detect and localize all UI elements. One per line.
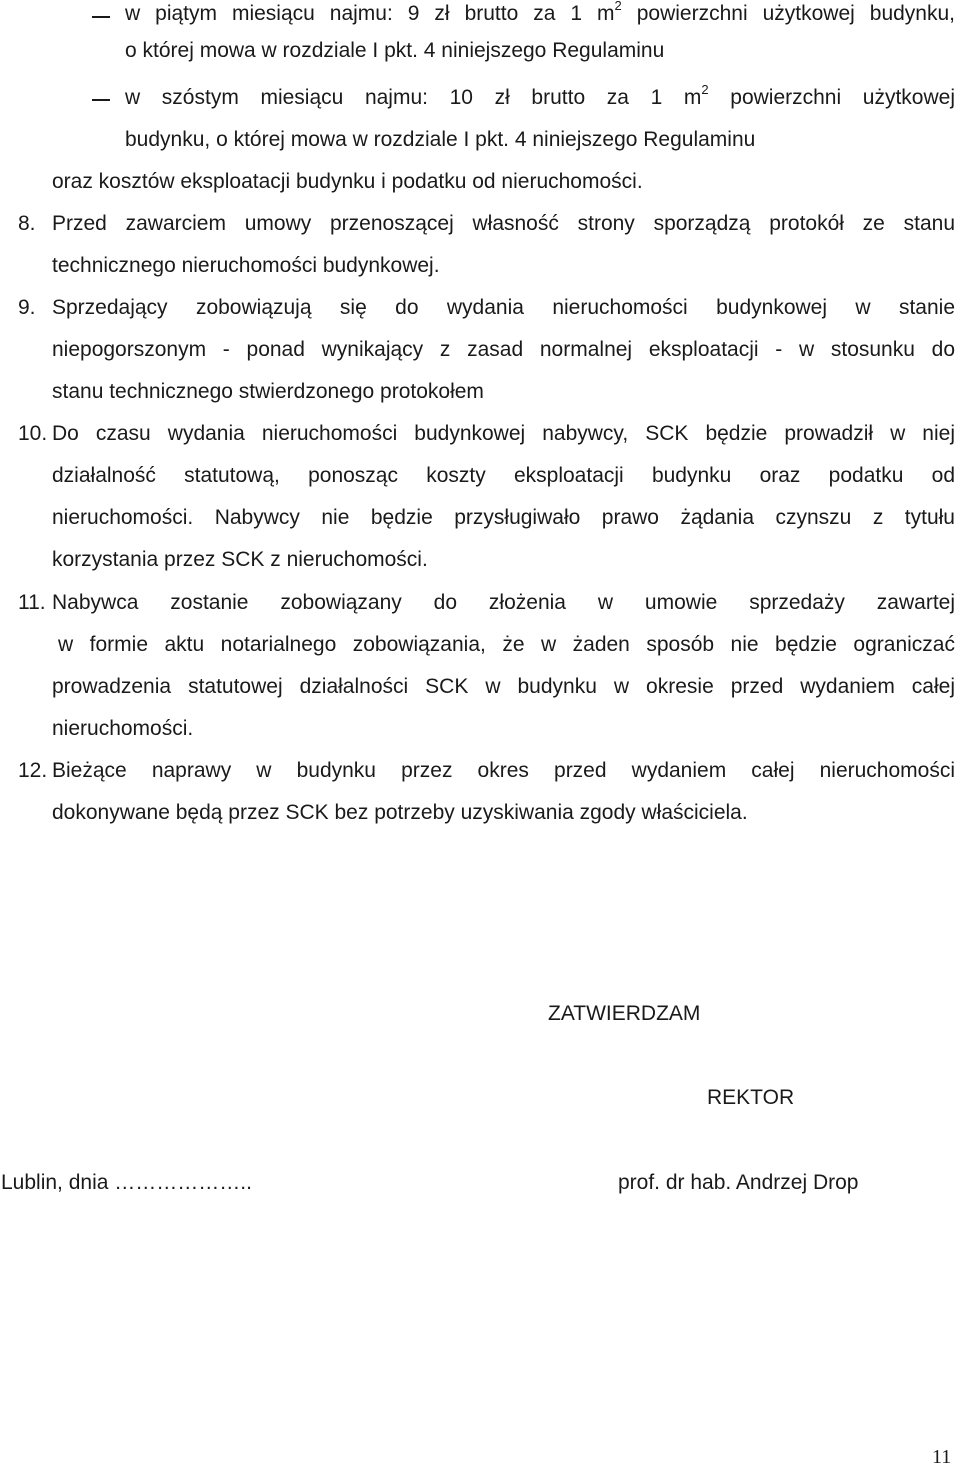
page-number: 11 [932, 1446, 952, 1468]
item-11-line-1: Nabywca zostanie zobowiązany do złożenia w umowie sprzedaży zawartej [52, 591, 955, 614]
item-number-9: 9. [18, 296, 36, 319]
bullet-2-line-2: budynku, o której mowa w rozdziale I pkt. 4 niniejszego Regulaminu [125, 128, 756, 151]
item-9-line-3: stanu technicznego stwierdzonego protokołem [52, 380, 484, 403]
dash-bullet-icon [92, 16, 110, 18]
item-12-line-2: dokonywane będą przez SCK bez potrzeby uzyskiwania zgody właściciela. [52, 801, 748, 824]
item-10-line-2: działalność statutową, ponosząc koszty eksploatacji budynku oraz podatku od [52, 464, 955, 487]
approval-heading: ZATWIERDZAM [548, 1002, 701, 1025]
item-11-line-2: w formie aktu notarialnego zobowiązania, że w żaden sposób nie będzie ograniczać [58, 633, 955, 656]
item-number-11: 11. [18, 591, 46, 614]
item-11-line-3: prowadzenia statutowej działalności SCK w budynku w okresie przed wydaniem całej [52, 675, 955, 698]
continuation-text: oraz kosztów eksploatacji budynku i podatku od nieruchomości. [52, 170, 643, 193]
place-date: Lublin, dnia ……………….. [1, 1171, 252, 1194]
item-9-line-2: niepogorszonym - ponad wynikający z zasad normalnej eksploatacji - w stosunku do [52, 338, 955, 361]
bullet-1-line-2: o której mowa w rozdziale I pkt. 4 niniejszego Regulaminu [125, 39, 665, 62]
item-number-8: 8. [18, 212, 36, 235]
dash-bullet-icon [92, 99, 110, 101]
item-8-line-2: technicznego nieruchomości budynkowej. [52, 254, 440, 277]
bullet-2-line-1: w szóstym miesiącu najmu: 10 zł brutto za 1 $m^2$ powierzchni użytkowej [125, 82, 955, 109]
item-9-line-1: Sprzedający zobowiązują się do wydania nieruchomości budynkowej w stanie [52, 296, 955, 319]
item-11-line-4: nieruchomości. [52, 717, 194, 740]
item-10-line-1: Do czasu wydania nieruchomości budynkowej nabywcy, SCK będzie prowadził w niej [52, 422, 955, 445]
item-number-10: 10. [18, 422, 48, 445]
item-12-line-1: Bieżące naprawy w budynku przez okres przed wydaniem całej nieruchomości [52, 759, 955, 782]
signatory-name: prof. dr hab. Andrzej Drop [618, 1171, 859, 1194]
item-10-line-3: nieruchomości. Nabywcy nie będzie przysługiwało prawo żądania czynszu z tytułu [52, 506, 955, 529]
item-number-12: 12. [18, 759, 48, 782]
item-8-line-1: Przed zawarciem umowy przenoszącej własność strony sporządzą protokół ze stanu [52, 212, 955, 235]
item-10-line-4: korzystania przez SCK z nieruchomości. [52, 548, 428, 571]
bullet-1-line-1: w piątym miesiącu najmu: 9 zł brutto za 1 $m^2$ powierzchni użytkowej budynku, [125, 0, 955, 25]
approval-title: REKTOR [707, 1086, 795, 1109]
